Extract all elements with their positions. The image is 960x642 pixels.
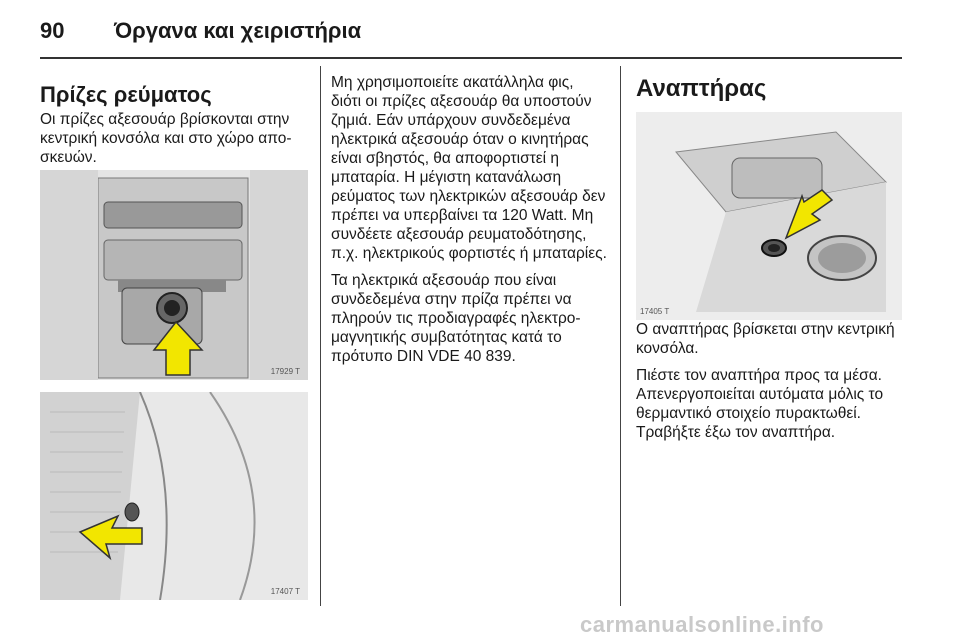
figure-lighter	[636, 112, 902, 320]
header-rule	[40, 57, 902, 59]
left-column	[40, 82, 308, 175]
lighter-illustration	[636, 112, 902, 320]
warning-paragraph: Μη χρησιμοποιείτε ακατάλληλα φις, διότι οι πρίζες αξεσουάρ θα υποστούν ζημιά. Εάν υπάρχουν συνδεδεμένα ηλεκτρικά αξεσουάρ όταν ο κινητήρας είναι σβηστός, θα αποφορτιστεί η μπαταρία. Η μέγιστη κατανάλωση ρεύματος των ηλεκτρικών αξεσουάρ δεν πρέπει να υπερβαίνει τα 120 Watt. Μη συνδέετε αξεσουάρ ρευματοδότησης, π.χ. ηλεκτρικούς φορτιστές ή μπαταρίες.	[331, 74, 607, 262]
lighter-location-paragraph: Ο αναπτήρας βρίσκεται στην κεντρική κονσόλα.	[636, 321, 895, 357]
figure-cargo-outlet	[40, 392, 308, 600]
chapter-title: Όργανα και χειριστήρια	[114, 18, 362, 43]
column-divider-2	[620, 66, 621, 606]
middle-column	[331, 73, 607, 374]
column-divider-1	[320, 66, 321, 606]
cargo-outlet-illustration	[40, 392, 308, 600]
right-column	[636, 320, 908, 450]
lighter-usage-paragraph: Πιέστε τον αναπτήρα προς τα μέσα. Απενεργοποιείται αυτόματα μόλις το θερμαντικό στοιχείο πυρακτωθεί. Τραβήξτε έξω τον αναπτήρα.	[636, 367, 884, 441]
figure-code-3: 17405 T	[640, 307, 670, 316]
page-number: 90	[40, 18, 65, 43]
figure-code-1: 17929 T	[270, 367, 300, 376]
section-title-cigarette-lighter: Αναπτήρας	[636, 75, 767, 102]
page-header	[40, 14, 900, 54]
section-title-power-outlets: Πρίζες ρεύματος	[40, 82, 212, 107]
figure-console-outlet	[40, 170, 308, 380]
figure-code-2: 17407 T	[270, 587, 300, 596]
watermark: carmanualsonline.info	[580, 612, 824, 637]
compatibility-paragraph: Τα ηλεκτρικά αξεσουάρ που είναι συνδεδεμένα στην πρίζα πρέπει να πληρούν τις προδιαγραφές ηλεκτρο- μαγνητικής συμβατότητας κατά το πρότυπο DIN VDE 40 839.	[331, 272, 581, 365]
console-outlet-illustration	[40, 170, 308, 380]
intro-paragraph: Οι πρίζες αξεσουάρ βρίσκονται στην κεντρική κονσόλα και στο χώρο απο- σκευών.	[40, 111, 292, 166]
